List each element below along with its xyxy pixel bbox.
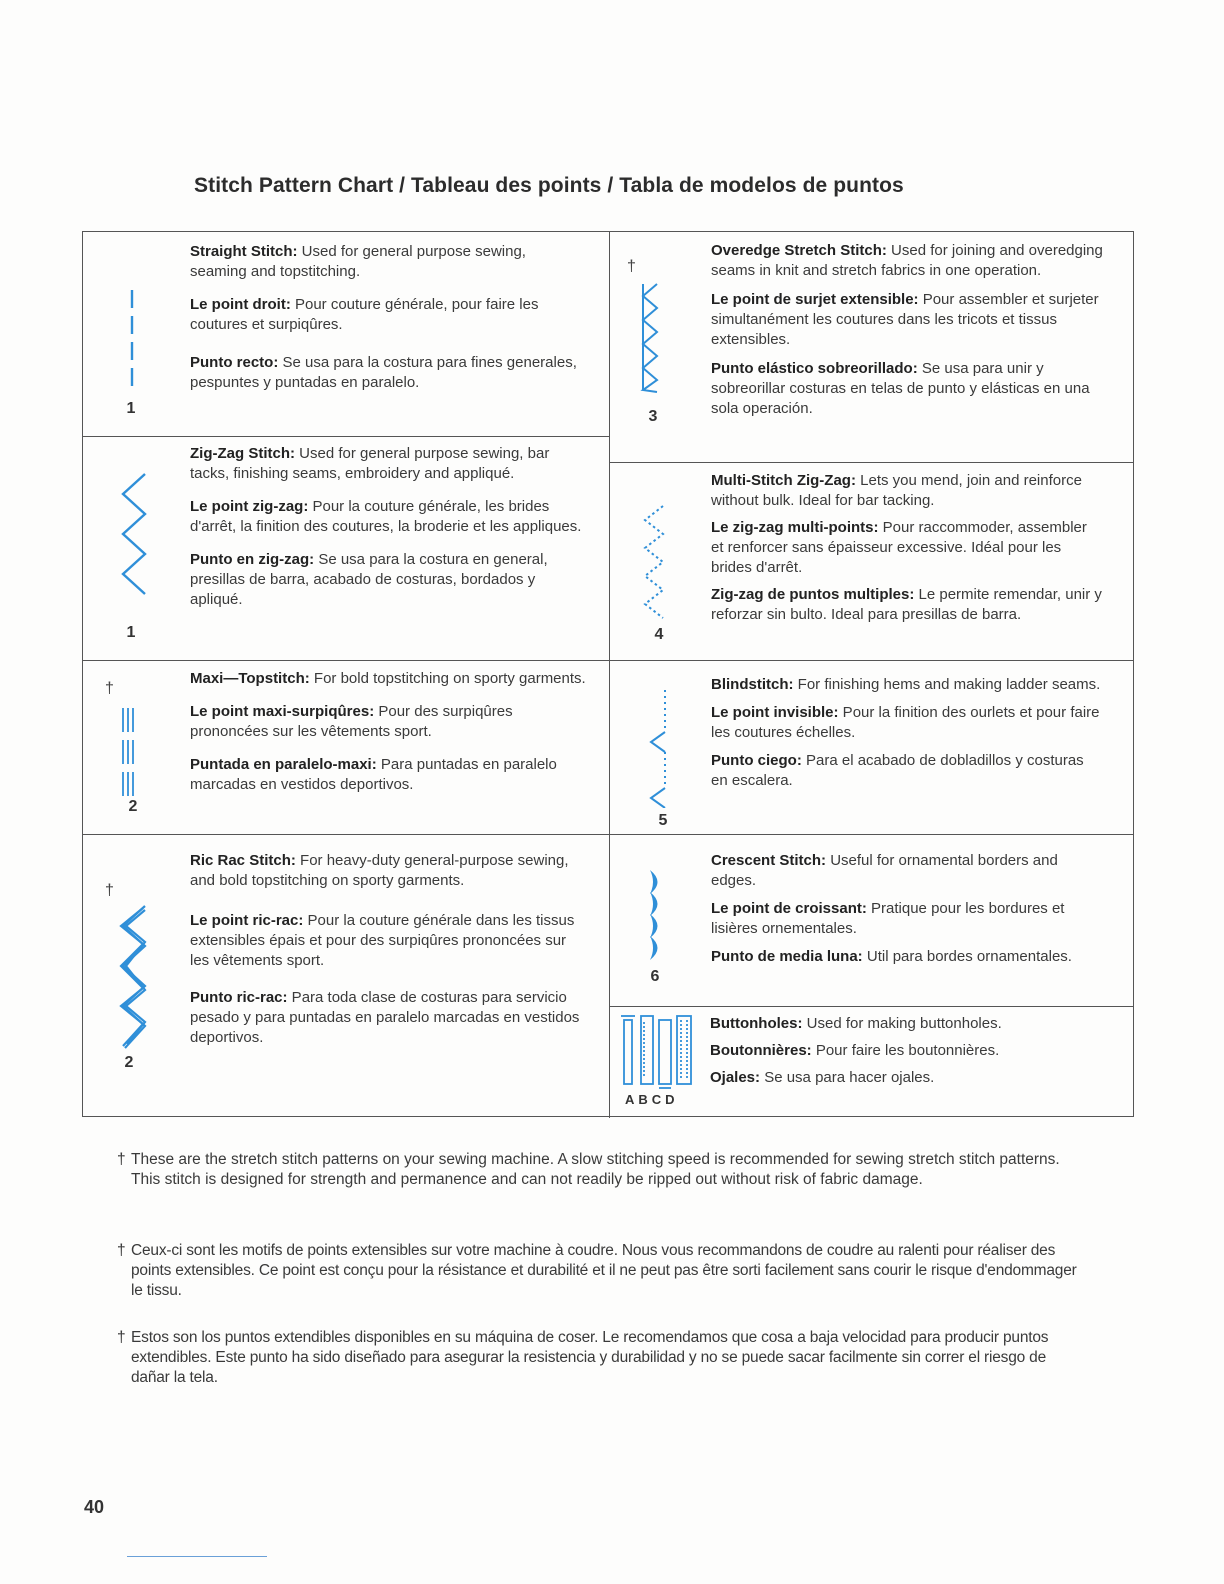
text-es: Para el acabado de dobladillos y costuras en escalera. — [711, 752, 1084, 789]
text-es: Para puntadas en paralelo marcadas en vestidos deportivos. — [190, 756, 557, 793]
label-en: Zig-Zag Stitch: — [190, 445, 295, 462]
text-en: Lets you mend, join and reinforce without bulk. Ideal for bar tacking. — [711, 472, 1082, 509]
text-en: Useful for ornamental borders and edges. — [711, 852, 1058, 889]
stitch-description — [190, 669, 586, 808]
footnote-text: Estos son los puntos extendibles disponibles en su máquina de coser. Le recomendamos que cosa a baja velocidad para producir puntos extendibles. Este punto ha sido diseñado para asegurar la resistencia y durabilidad y no se puede sacar facilmente sin correr el riesgo de dañar la tela. — [131, 1329, 1049, 1386]
row-divider — [609, 1006, 1133, 1007]
stitch-description — [190, 242, 586, 406]
text-fr: Pour raccommoder, assembler et renforcer sans épaisseur excessive. Idéal pour les brides d'arrêt. — [711, 519, 1087, 576]
text-es: Se usa para la costura para fines generales, pespuntes y puntadas en paralelo. — [190, 354, 577, 391]
buttonhole-icon — [619, 1012, 695, 1094]
label-en: Maxi—Topstitch: — [190, 670, 310, 687]
stitch-description — [711, 675, 1103, 804]
row-divider — [83, 660, 609, 661]
text-fr: Pour couture générale, pour faire les coutures et surpiqûres. — [190, 296, 539, 333]
row-divider — [609, 834, 1133, 835]
label-fr: Le point ric-rac: — [190, 912, 304, 929]
footnote-dagger: † — [117, 1242, 126, 1259]
stitch-description — [190, 444, 586, 623]
stretch-dagger: † — [627, 258, 636, 275]
footnote-es — [117, 1328, 1077, 1388]
label-es: Puntada en paralelo-maxi: — [190, 756, 377, 773]
label-fr: Le point maxi-surpiqûres: — [190, 703, 375, 720]
label-es: Punto en zig-zag: — [190, 551, 315, 568]
stitch-description — [711, 241, 1103, 432]
text-fr: Pour la couture générale, les brides d'arrêt, la finition des coutures, la broderie et les appliques. — [190, 498, 582, 535]
footnote-en — [117, 1150, 1077, 1190]
stitch-number: 4 — [654, 626, 664, 643]
label-fr: Le point zig-zag: — [190, 498, 309, 515]
page-title: Stitch Pattern Chart / Tableau des points / Tabla de modelos de puntos — [194, 174, 904, 197]
text-es: Se usa para unir y sobreorillar costuras en telas de punto y elásticas en una sola operación. — [711, 360, 1090, 417]
row-divider — [83, 436, 609, 437]
label-fr: Le point de croissant: — [711, 900, 867, 917]
multistitch-zigzag-icon — [641, 504, 669, 622]
footer-rule — [127, 1556, 267, 1557]
label-es: Punto ciego: — [711, 752, 802, 769]
maxi-topstitch-icon — [121, 706, 135, 798]
text-fr: Pour des surpiqûres prononcées sur les vêtements sport. — [190, 703, 513, 740]
label-en: Buttonholes: — [710, 1015, 803, 1032]
label-es: Punto de media luna: — [711, 948, 863, 965]
text-en: Used for joining and overedging seams in knit and stretch fabrics in one operation. — [711, 242, 1103, 279]
stitch-description — [710, 1014, 1102, 1101]
straight-stitch-icon — [127, 288, 137, 388]
text-fr: Pour faire les boutonnières. — [811, 1042, 1000, 1059]
buttonhole-step-letters: ABCD — [625, 1092, 679, 1107]
stitch-description — [711, 471, 1103, 638]
stitch-number: 2 — [128, 798, 138, 815]
footnote-dagger: † — [117, 1151, 126, 1168]
ricrac-stitch-icon — [117, 904, 151, 1054]
label-es: Zig-zag de puntos multiples: — [711, 586, 915, 603]
label-en: Blindstitch: — [711, 676, 794, 693]
footnote-fr — [117, 1241, 1077, 1301]
footnote-text: Ceux-ci sont les motifs de points extensibles sur votre machine à coudre. Nous vous recommandons de coudre au ralenti pour réaliser des points extensibles. Ce point est conçu pour la résistance et durabilité et il ne peut pas être sorti facilement sans courir le risque d'endommager le tissu. — [131, 1242, 1077, 1299]
label-en: Overedge Stretch Stitch: — [711, 242, 887, 259]
stitch-number: 5 — [658, 812, 668, 829]
text-en: For heavy-duty general-purpose sewing, and bold topstitching on sporty garments. — [190, 852, 569, 889]
label-fr: Le point de surjet extensible: — [711, 291, 919, 308]
text-fr: Pour la couture générale dans les tissus extensibles épais et pour des surpiqûres prononcées sur les vêtements sport. — [190, 912, 575, 969]
stitch-number: 3 — [648, 408, 658, 425]
stitch-number: 2 — [124, 1054, 134, 1071]
label-es: Punto ric-rac: — [190, 989, 288, 1006]
page-number: 40 — [84, 1497, 105, 1517]
text-fr: Pour assembler et surjeter simultanément les coutures dans les tricots et tissus extensibles. — [711, 291, 1099, 348]
label-en: Multi-Stitch Zig-Zag: — [711, 472, 856, 489]
text-fr: Pour la finition des ourlets et pour faire les coutures échelles. — [711, 704, 1100, 741]
text-fr: Pratique pour les bordures et lisières ornementales. — [711, 900, 1065, 937]
text-en: Used for making buttonholes. — [802, 1015, 1002, 1032]
label-en: Ric Rac Stitch: — [190, 852, 296, 869]
label-es: Punto elástico sobreorillado: — [711, 360, 918, 377]
stitch-number: 6 — [650, 968, 660, 985]
text-es: Se usa para la costura en general, presillas de barra, acabado de costuras, bordados y apliqué. — [190, 551, 548, 608]
label-fr: Le zig-zag multi-points: — [711, 519, 879, 536]
label-en: Straight Stitch: — [190, 243, 298, 260]
row-divider — [83, 834, 609, 835]
label-es: Ojales: — [710, 1069, 761, 1086]
text-es: Se usa para hacer ojales. — [760, 1069, 935, 1086]
overedge-stitch-icon — [639, 282, 663, 394]
crescent-stitch-icon — [647, 868, 667, 964]
stitch-number: 1 — [126, 624, 136, 641]
text-es: Le permite remendar, unir y reforzar sin bulto. Ideal para presillas de barra. — [711, 586, 1102, 623]
column-divider — [609, 232, 610, 1118]
label-fr: Le point invisible: — [711, 704, 839, 721]
stretch-dagger: † — [105, 882, 114, 899]
label-fr: Boutonnières: — [710, 1042, 812, 1059]
stretch-dagger: † — [105, 680, 114, 697]
footnote-text: These are the stretch stitch patterns on your sewing machine. A slow stitching speed is recommended for sewing stretch stitch patterns. This stitch is designed for strength and permanence and can not readily be ripped out without risk of fabric damage. — [131, 1151, 1060, 1188]
stitch-chart — [82, 231, 1134, 1117]
zigzag-stitch-icon — [119, 470, 151, 610]
text-en: Used for general purpose sewing, bar tacks, finishing seams, embroidery and appliqué. — [190, 445, 550, 482]
label-en: Crescent Stitch: — [711, 852, 827, 869]
text-es: Para toda clase de costuras para servicio pesado y para puntadas en paralelo marcadas en vestidos deportivos. — [190, 989, 580, 1046]
blindstitch-icon — [649, 688, 671, 808]
row-divider — [609, 660, 1133, 661]
text-en: For bold topstitching on sporty garments. — [309, 670, 586, 687]
label-fr: Le point droit: — [190, 296, 291, 313]
stitch-number: 1 — [126, 400, 136, 417]
text-es: Util para bordes ornamentales. — [862, 948, 1072, 965]
text-en: Used for general purpose sewing, seaming and topstitching. — [190, 243, 526, 280]
stitch-description — [190, 851, 586, 1061]
text-en: For finishing hems and making ladder seams. — [793, 676, 1101, 693]
label-es: Punto recto: — [190, 354, 279, 371]
stitch-description — [711, 851, 1103, 980]
footnote-dagger: † — [117, 1329, 126, 1346]
row-divider — [609, 462, 1133, 463]
